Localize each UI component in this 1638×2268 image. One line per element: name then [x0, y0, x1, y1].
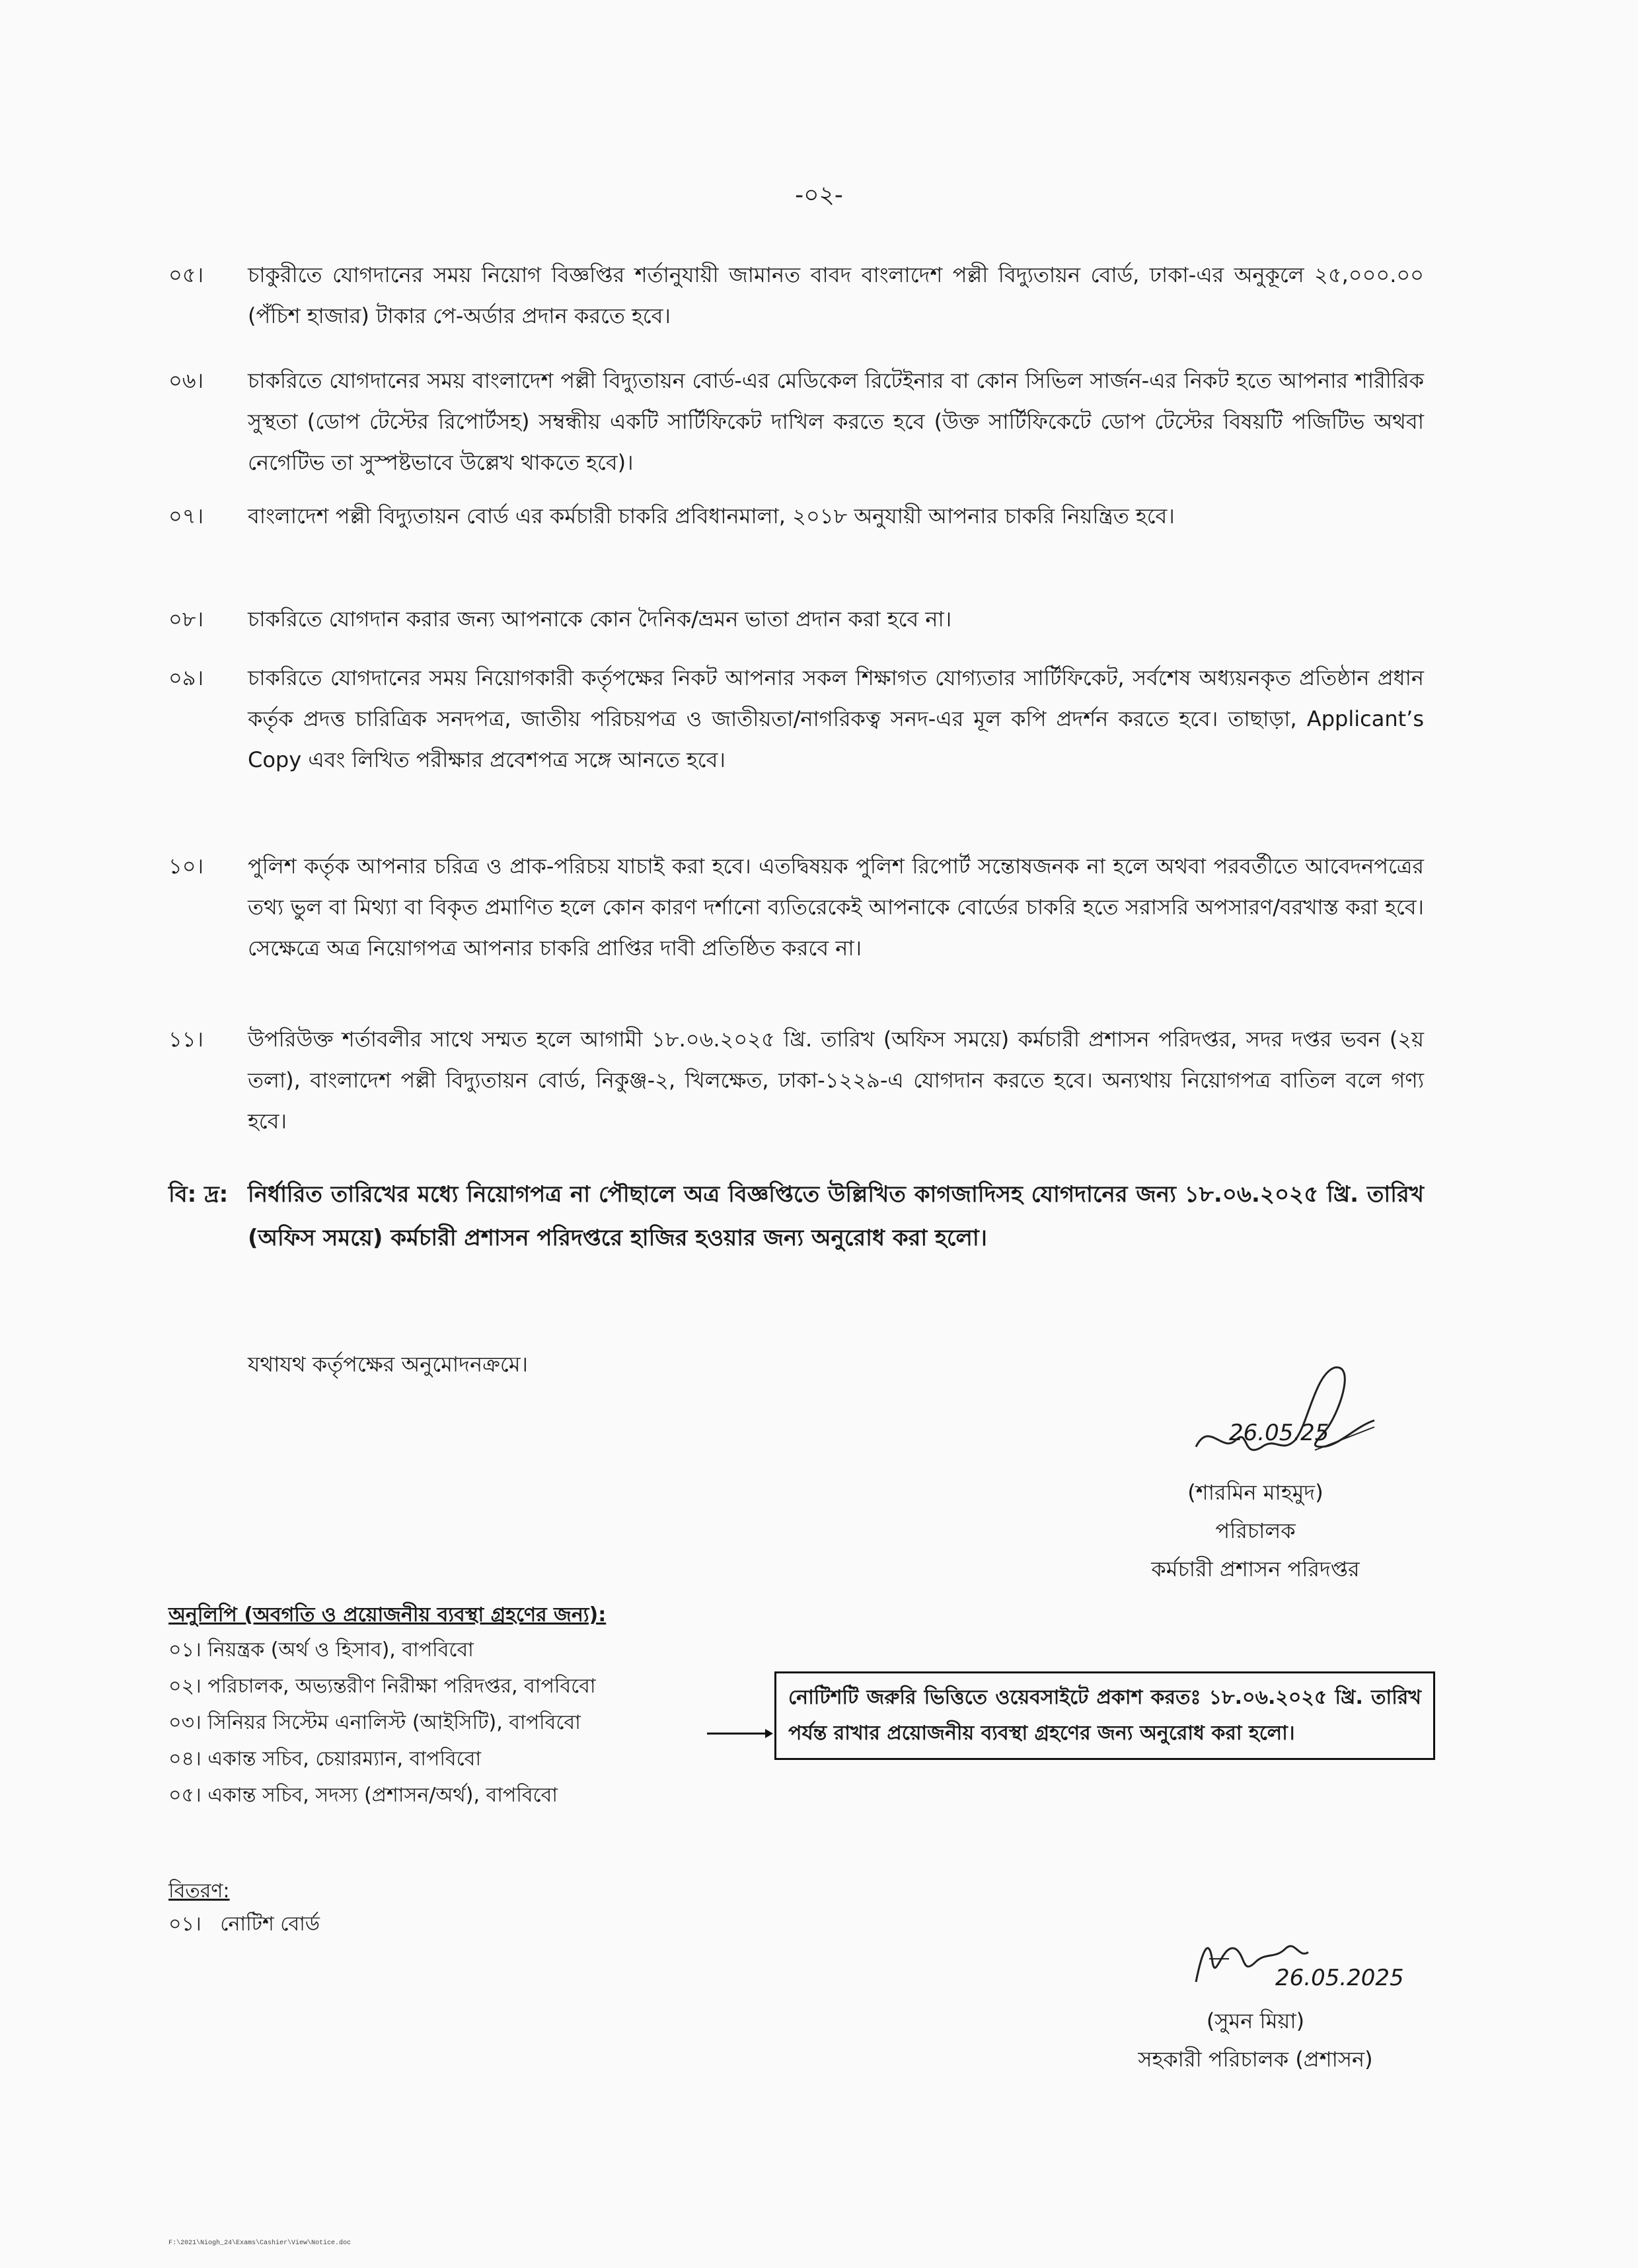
signatory-name: (সুমন মিয়া): [1206, 2008, 1305, 2033]
distribution-heading: বিতরণ:: [168, 1880, 230, 1903]
note-text: নির্ধারিত তারিখের মধ্যে নিয়োগপত্র না পৌছালে অত্র বিজ্ঞপ্তিতে উল্লিখিত কাগজাদিসহ যোগদানের জন্য ১৮.০৬.২০২৫ খ্রি. তারিখ (অফিস সময়ে) কর্মচারী প্রশাসন পরিদপ্তরে হাজির হওয়ার জন্য অনুরোধ করা হলো।: [248, 1181, 1424, 1251]
list-item: ০২। পরিচালক, অভ্যন্তরীণ নিরীক্ষা পরিদপ্তর, বাপবিবো: [168, 1675, 596, 1698]
clause-number: ০৯।: [168, 665, 204, 690]
copy-to-list: [168, 1632, 596, 1813]
approval-line: যথাযথ কর্তৃপক্ষের অনুমোদনক্রমে।: [248, 1352, 528, 1377]
clause-text: উপরিউক্ত শর্তাবলীর সাথে সম্মত হলে আগামী ১৮.০৬.২০২৫ খ্রি. তারিখ (অফিস সময়ে) কর্মচারী প্রশাসন পরিদপ্তর, সদর দপ্তর ভবন (২য় তলা), বাংলাদেশ পল্লী বিদ্যুতায়ন বোর্ড, নিকুঞ্জ-২, খিলক্ষেত, ঢাকা-১২২৯-এ যোগদান করতে হবে। অন্যথায় নিয়োগপত্র বাতিল বলে গণ্য হবে।: [248, 1027, 1424, 1134]
clause-text: চাকরিতে যোগদানের সময় বাংলাদেশ পল্লী বিদ্যুতায়ন বোর্ড-এর মেডিকেল রিটেইনার বা কোন সিভিল সার্জন-এর নিকট হতে আপনার শারীরিক সুস্থতা (ডোপ টেস্টের রিপোর্টসহ) সম্বন্ধীয় একটি সার্টিফিকেট দাখিল করতে হবে (উক্ত সার্টিফিকেটে ডোপ টেস্টের বিষয়টি পজিটিভ অথবা নেগেটিভ তা সুস্পষ্টভাবে উল্লেখ থাকতে হবে)।: [248, 368, 1424, 475]
page-number: -০২-: [795, 182, 843, 209]
clause-09: [168, 657, 1424, 780]
clause-text: চাকরিতে যোগদান করার জন্য আপনাকে কোন দৈনিক/ভ্রমন ভাতা প্রদান করা হবে না।: [248, 606, 952, 632]
clause-number: ১০।: [168, 854, 204, 879]
signatory-designation: পরিচালক: [1215, 1518, 1296, 1543]
signature-date-1: 26.05.25: [1229, 1420, 1329, 1446]
clause-number: ১১।: [168, 1027, 204, 1052]
signatory-designation: সহকারী পরিচালক (প্রশাসন): [1138, 2047, 1373, 2072]
signatory-2-block: [1070, 2002, 1440, 2078]
clause-10: [168, 846, 1424, 969]
clause-05: [168, 254, 1424, 336]
clause-number: ০৭।: [168, 503, 204, 529]
copy-to-heading: অনুলিপি (অবগতি ও প্রয়োজনীয় ব্যবস্থা গ্রহণের জন্য):: [168, 1603, 607, 1627]
clause-number: ০৬।: [168, 368, 204, 393]
clause-text: চাকরিতে যোগদানের সময় নিয়োগকারী কর্তৃপক্ষের নিকট আপনার সকল শিক্ষাগত যোগ্যতার সার্টিফিকেট, সর্বশেষ অধ্যয়নকৃত প্রতিষ্ঠান প্রধান কর্তৃক প্রদত্ত চারিত্রিক সনদপত্র, জাতীয় পরিচয়পত্র ও জাতীয়তা/নাগরিকত্ব সনদ-এর মূল কপি প্রদর্শন করতে হবে। তাছাড়া, Applicant’s Copy এবং লিখিত পরীক্ষার প্রবেশপত্র সঙ্গে আনতে হবে।: [248, 665, 1424, 772]
file-path-footer: F:\2021\Niogh_24\Exams\Cashier\View\Notice.doc: [168, 2240, 352, 2247]
clause-06: [168, 360, 1424, 483]
list-item: ০৫। একান্ত সচিব, সদস্য (প্রশাসন/অর্থ), বাপবিবো: [168, 1784, 558, 1807]
clause-text: বাংলাদেশ পল্লী বিদ্যুতায়ন বোর্ড এর কর্মচারী চাকরি প্রবিধানমালা, ২০১৮ অনুযায়ী আপনার চাকরি নিয়ন্ত্রিত হবে।: [248, 503, 1175, 529]
website-notice-box: নোটিশটি জরুরি ভিত্তিতে ওয়েবসাইটে প্রকাশ করতঃ ১৮.০৬.২০২৫ খ্রি. তারিখ পর্যন্ত রাখার প্রয়োজনীয় ব্যবস্থা গ্রহণের জন্য অনুরোধ করা হলো।: [774, 1671, 1435, 1760]
arrow-right-icon: [707, 1727, 773, 1740]
clause-08: [168, 599, 1424, 640]
note-label: বি: দ্র:: [168, 1181, 229, 1208]
clause-text: চাকুরীতে যোগদানের সময় নিয়োগ বিজ্ঞপ্তির শর্তানুযায়ী জামানত বাবদ বাংলাদেশ পল্লী বিদ্যুতায়ন বোর্ড, ঢাকা-এর অনুকূলে ২৫,০০০.০০ (পঁচিশ হাজার) টাকার পে-অর্ডার প্রদান করতে হবে।: [248, 262, 1424, 328]
distribution-list: [168, 1908, 320, 1942]
signatory-office: কর্মচারী প্রশাসন পরিদপ্তর: [1151, 1556, 1360, 1582]
clause-11: [168, 1019, 1424, 1142]
list-item: ০৩। সিনিয়র সিস্টেম এনালিস্ট (আইসিটি), বাপবিবো: [168, 1711, 581, 1734]
list-item: ০১। নিয়ন্ত্রক (অর্থ ও হিসাব), বাপবিবো: [168, 1638, 474, 1662]
signature-date-2: 26.05.2025: [1275, 1965, 1404, 1991]
clause-number: ০৮।: [168, 606, 204, 632]
special-note: [168, 1173, 1424, 1260]
clause-text: পুলিশ কর্তৃক আপনার চরিত্র ও প্রাক-পরিচয় যাচাই করা হবে। এতদ্বিষয়ক পুলিশ রিপোর্ট সন্তোষজনক না হলে অথবা পরবর্তীতে আবেদনপত্রের তথ্য ভুল বা মিথ্যা বা বিকৃত প্রমাণিত হলে কোন কারণ দর্শানো ব্যতিরেকেই আপনাকে বোর্ডের চাকরি হতে সরাসরি অপসারণ/বরখাস্ত করা হবে। সেক্ষেত্রে অত্র নিয়োগপত্র আপনার চাকরি প্রাপ্তির দাবী প্রতিষ্ঠিত করবে না।: [248, 854, 1424, 961]
list-item: ০১। নোটিশ বোর্ড: [168, 1913, 320, 1936]
list-item: ০৪। একান্ত সচিব, চেয়ারম্যান, বাপবিবো: [168, 1747, 482, 1771]
clause-07: [168, 495, 1424, 536]
signatory-name: (শারমিন মাহমুদ): [1187, 1480, 1323, 1505]
signatory-1-block: [1084, 1473, 1427, 1588]
clause-number: ০৫।: [168, 262, 204, 287]
